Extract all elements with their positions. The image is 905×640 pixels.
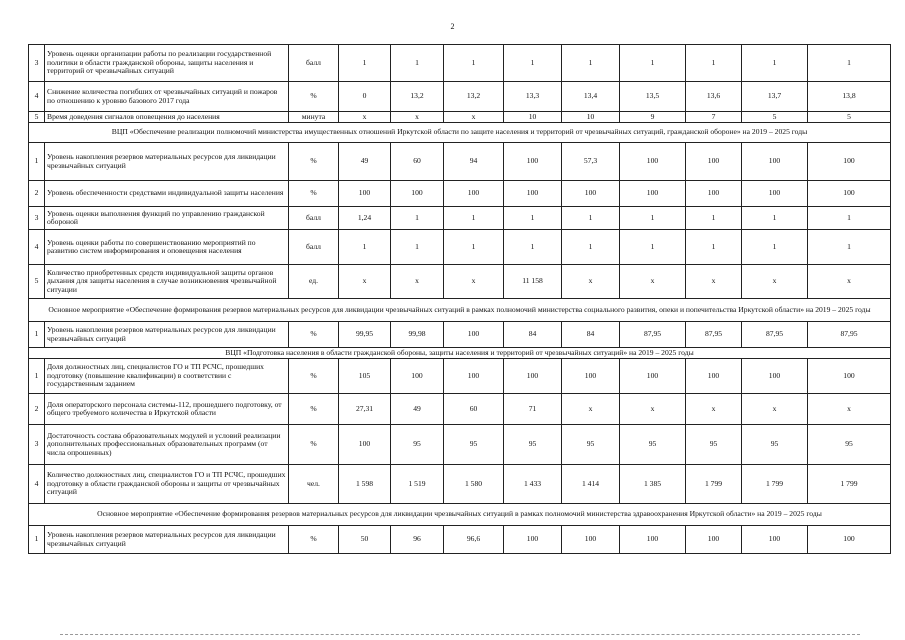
value-cell: 13,5 bbox=[620, 82, 686, 112]
value-cell: 100 bbox=[562, 526, 620, 554]
section-header-row bbox=[29, 299, 891, 322]
value-cell: х bbox=[444, 112, 504, 123]
indicator-unit: % bbox=[289, 394, 339, 425]
value-cell: 1 bbox=[808, 207, 891, 230]
indicator-unit: % bbox=[289, 359, 339, 394]
table-row bbox=[29, 425, 891, 465]
value-cell: х bbox=[339, 112, 391, 123]
indicator-name: Уровень обеспеченности средствами индивидуальной защиты населения bbox=[45, 181, 289, 207]
table-row bbox=[29, 207, 891, 230]
value-cell: 1 bbox=[742, 207, 808, 230]
indicator-unit: % bbox=[289, 322, 339, 348]
indicator-name: Снижение количества погибших от чрезвычайных ситуаций и пожаров по отношению к уровню базового 2017 года bbox=[45, 82, 289, 112]
page-number: 2 bbox=[450, 22, 455, 31]
value-cell: 95 bbox=[742, 425, 808, 465]
table-row bbox=[29, 465, 891, 504]
row-number: 4 bbox=[29, 230, 45, 265]
value-cell: 100 bbox=[504, 359, 562, 394]
table-row bbox=[29, 526, 891, 554]
section-header-row bbox=[29, 123, 891, 143]
indicator-name: Достаточность состава образовательных модулей и условий реализации дополнительных профессиональных образовательных программ (от числа опрошенных) bbox=[45, 425, 289, 465]
value-cell: 1 bbox=[742, 230, 808, 265]
value-cell: 100 bbox=[742, 143, 808, 181]
value-cell: 13,2 bbox=[444, 82, 504, 112]
row-number: 4 bbox=[29, 465, 45, 504]
indicator-unit: % bbox=[289, 143, 339, 181]
value-cell: х bbox=[391, 112, 444, 123]
section-title: ВЦП «Обеспечение реализации полномочий министерства имущественных отношений Иркутской области по защите населения и территорий от чрезвычайных ситуаций, гражданской обороне» на 2019 – 2025 годы bbox=[29, 123, 891, 143]
indicator-name: Доля должностных лиц, специалистов ГО и ТП РСЧС, прошедших подготовку (повышение квалификации) в соответствии с государственным заданием bbox=[45, 359, 289, 394]
value-cell: 100 bbox=[808, 359, 891, 394]
value-cell: 96 bbox=[391, 526, 444, 554]
indicator-unit: % bbox=[289, 526, 339, 554]
indicator-unit: % bbox=[289, 425, 339, 465]
value-cell: 100 bbox=[742, 526, 808, 554]
table-row bbox=[29, 181, 891, 207]
value-cell: 95 bbox=[444, 425, 504, 465]
row-number: 1 bbox=[29, 143, 45, 181]
table-row bbox=[29, 82, 891, 112]
table-row bbox=[29, 45, 891, 82]
value-cell: 1,24 bbox=[339, 207, 391, 230]
value-cell: 100 bbox=[686, 181, 742, 207]
value-cell: 100 bbox=[808, 526, 891, 554]
value-cell: 9 bbox=[620, 112, 686, 123]
value-cell: 95 bbox=[686, 425, 742, 465]
value-cell: 1 bbox=[686, 45, 742, 82]
value-cell: х bbox=[562, 394, 620, 425]
value-cell: 0 bbox=[339, 82, 391, 112]
row-number: 2 bbox=[29, 394, 45, 425]
value-cell: х bbox=[808, 394, 891, 425]
value-cell: 84 bbox=[504, 322, 562, 348]
indicator-unit: % bbox=[289, 82, 339, 112]
value-cell: 10 bbox=[504, 112, 562, 123]
value-cell: 1 bbox=[620, 230, 686, 265]
value-cell: 1 bbox=[742, 45, 808, 82]
value-cell: 1 598 bbox=[339, 465, 391, 504]
value-cell: 95 bbox=[391, 425, 444, 465]
row-number: 5 bbox=[29, 265, 45, 299]
value-cell: 1 385 bbox=[620, 465, 686, 504]
indicator-name: Уровень оценки выполнения функций по управлению гражданской обороной bbox=[45, 207, 289, 230]
value-cell: 49 bbox=[339, 143, 391, 181]
value-cell: 95 bbox=[808, 425, 891, 465]
table-row bbox=[29, 394, 891, 425]
value-cell: 1 bbox=[808, 45, 891, 82]
value-cell: 87,95 bbox=[686, 322, 742, 348]
indicator-name: Уровень оценки работы по совершенствованию мероприятий по развитию систем информирования и оповещения населения bbox=[45, 230, 289, 265]
value-cell: 99,95 bbox=[339, 322, 391, 348]
row-number: 3 bbox=[29, 425, 45, 465]
value-cell: х bbox=[339, 265, 391, 299]
value-cell: 95 bbox=[562, 425, 620, 465]
value-cell: 100 bbox=[808, 143, 891, 181]
value-cell: 1 bbox=[339, 230, 391, 265]
value-cell: х bbox=[620, 265, 686, 299]
value-cell: 1 bbox=[391, 207, 444, 230]
value-cell: 13,3 bbox=[504, 82, 562, 112]
value-cell: 105 bbox=[339, 359, 391, 394]
table-row bbox=[29, 265, 891, 299]
table-body bbox=[29, 45, 891, 554]
value-cell: 100 bbox=[686, 526, 742, 554]
value-cell: 27,31 bbox=[339, 394, 391, 425]
value-cell: 100 bbox=[620, 181, 686, 207]
value-cell: 50 bbox=[339, 526, 391, 554]
row-number: 5 bbox=[29, 112, 45, 123]
value-cell: 100 bbox=[444, 181, 504, 207]
value-cell: 1 bbox=[391, 45, 444, 82]
value-cell: 84 bbox=[562, 322, 620, 348]
value-cell: 100 bbox=[339, 181, 391, 207]
row-number: 1 bbox=[29, 322, 45, 348]
value-cell: х bbox=[742, 394, 808, 425]
value-cell: 60 bbox=[391, 143, 444, 181]
value-cell: 95 bbox=[504, 425, 562, 465]
section-title: Основное мероприятие «Обеспечение формирования резервов материальных ресурсов для ликвидации чрезвычайных ситуаций в рамках полномочий министерства социального развития, опеки и попечительства Иркутской области» на 2019 – 2025 годы bbox=[29, 299, 891, 322]
value-cell: 100 bbox=[504, 143, 562, 181]
value-cell: х bbox=[808, 265, 891, 299]
value-cell: 1 bbox=[686, 207, 742, 230]
value-cell: 10 bbox=[562, 112, 620, 123]
value-cell: х bbox=[562, 265, 620, 299]
table-row bbox=[29, 112, 891, 123]
value-cell: 100 bbox=[686, 359, 742, 394]
value-cell: 13,2 bbox=[391, 82, 444, 112]
value-cell: 1 bbox=[620, 207, 686, 230]
value-cell: 1 bbox=[504, 230, 562, 265]
value-cell: 5 bbox=[742, 112, 808, 123]
value-cell: 71 bbox=[504, 394, 562, 425]
value-cell: 1 bbox=[444, 45, 504, 82]
value-cell: 60 bbox=[444, 394, 504, 425]
row-number: 2 bbox=[29, 181, 45, 207]
value-cell: 100 bbox=[562, 359, 620, 394]
indicator-name: Уровень оценки организации работы по реализации государственной политики в области гражданской обороны, защиты населения и территорий от чрезвычайных ситуаций bbox=[45, 45, 289, 82]
value-cell: 100 bbox=[808, 181, 891, 207]
value-cell: 87,95 bbox=[620, 322, 686, 348]
value-cell: 1 bbox=[444, 230, 504, 265]
table-row bbox=[29, 143, 891, 181]
section-title: Основное мероприятие «Обеспечение формирования резервов материальных ресурсов для ликвидации чрезвычайных ситуаций в рамках полномочий министерства здравоохранения Иркутской области» на 2019 – 2025 годы bbox=[29, 504, 891, 526]
value-cell: 100 bbox=[339, 425, 391, 465]
table-row bbox=[29, 322, 891, 348]
section-header-row bbox=[29, 348, 891, 359]
value-cell: 1 580 bbox=[444, 465, 504, 504]
value-cell: 5 bbox=[808, 112, 891, 123]
row-number: 4 bbox=[29, 82, 45, 112]
value-cell: 95 bbox=[620, 425, 686, 465]
value-cell: 96,6 bbox=[444, 526, 504, 554]
value-cell: 1 bbox=[504, 207, 562, 230]
value-cell: 13,8 bbox=[808, 82, 891, 112]
value-cell: 1 bbox=[504, 45, 562, 82]
value-cell: 1 bbox=[808, 230, 891, 265]
value-cell: 100 bbox=[620, 143, 686, 181]
value-cell: 100 bbox=[562, 181, 620, 207]
value-cell: 87,95 bbox=[808, 322, 891, 348]
indicator-unit: минута bbox=[289, 112, 339, 123]
indicator-unit: балл bbox=[289, 45, 339, 82]
value-cell: 1 bbox=[562, 207, 620, 230]
indicator-name: Время доведения сигналов оповещения до населения bbox=[45, 112, 289, 123]
value-cell: 1 bbox=[391, 230, 444, 265]
value-cell: 1 bbox=[339, 45, 391, 82]
value-cell: 1 bbox=[620, 45, 686, 82]
value-cell: 49 bbox=[391, 394, 444, 425]
row-number: 1 bbox=[29, 526, 45, 554]
value-cell: 100 bbox=[391, 181, 444, 207]
indicator-unit: балл bbox=[289, 230, 339, 265]
indicator-unit: % bbox=[289, 181, 339, 207]
table-row bbox=[29, 230, 891, 265]
table-row bbox=[29, 359, 891, 394]
value-cell: 100 bbox=[620, 526, 686, 554]
value-cell: 100 bbox=[444, 359, 504, 394]
scan-edge-artifact bbox=[60, 634, 860, 637]
row-number: 1 bbox=[29, 359, 45, 394]
value-cell: х bbox=[620, 394, 686, 425]
indicator-unit: ед. bbox=[289, 265, 339, 299]
value-cell: 100 bbox=[504, 526, 562, 554]
value-cell: х bbox=[686, 265, 742, 299]
indicator-unit: балл bbox=[289, 207, 339, 230]
value-cell: х bbox=[742, 265, 808, 299]
value-cell: 1 519 bbox=[391, 465, 444, 504]
value-cell: 13,7 bbox=[742, 82, 808, 112]
indicator-name: Доля операторского персонала системы-112, прошедшего подготовку, от общего требуемого количества в Иркутской области bbox=[45, 394, 289, 425]
indicators-table bbox=[28, 44, 891, 554]
value-cell: 1 bbox=[444, 207, 504, 230]
value-cell: 99,98 bbox=[391, 322, 444, 348]
indicator-name: Количество должностных лиц, специалистов ГО и ТП РСЧС, прошедших подготовку в области гражданской обороны и защиты от чрезвычайных ситуаций bbox=[45, 465, 289, 504]
section-header-row bbox=[29, 504, 891, 526]
value-cell: х bbox=[444, 265, 504, 299]
value-cell: 100 bbox=[686, 143, 742, 181]
value-cell: 100 bbox=[391, 359, 444, 394]
value-cell: 1 799 bbox=[808, 465, 891, 504]
value-cell: 87,95 bbox=[742, 322, 808, 348]
indicator-unit: чел. bbox=[289, 465, 339, 504]
indicator-name: Уровень накопления резервов материальных ресурсов для ликвидации чрезвычайных ситуаций bbox=[45, 322, 289, 348]
row-number: 3 bbox=[29, 45, 45, 82]
value-cell: 1 799 bbox=[742, 465, 808, 504]
row-number: 3 bbox=[29, 207, 45, 230]
indicator-name: Уровень накопления резервов материальных ресурсов для ликвидации чрезвычайных ситуаций bbox=[45, 526, 289, 554]
value-cell: 94 bbox=[444, 143, 504, 181]
value-cell: 1 bbox=[686, 230, 742, 265]
value-cell: 1 bbox=[562, 45, 620, 82]
value-cell: 57,3 bbox=[562, 143, 620, 181]
value-cell: 13,6 bbox=[686, 82, 742, 112]
value-cell: 1 bbox=[562, 230, 620, 265]
value-cell: 1 414 bbox=[562, 465, 620, 504]
section-title: ВЦП «Подготовка населения в области гражданской обороны, защиты населения и территорий от чрезвычайных ситуаций» на 2019 – 2025 годы bbox=[29, 348, 891, 359]
value-cell: 1 799 bbox=[686, 465, 742, 504]
value-cell: 11 158 bbox=[504, 265, 562, 299]
value-cell: 13,4 bbox=[562, 82, 620, 112]
value-cell: 100 bbox=[742, 359, 808, 394]
value-cell: 100 bbox=[742, 181, 808, 207]
value-cell: 100 bbox=[620, 359, 686, 394]
value-cell: 1 433 bbox=[504, 465, 562, 504]
value-cell: 100 bbox=[444, 322, 504, 348]
value-cell: 7 bbox=[686, 112, 742, 123]
indicator-name: Уровень накопления резервов материальных ресурсов для ликвидации чрезвычайных ситуаций bbox=[45, 143, 289, 181]
value-cell: х bbox=[391, 265, 444, 299]
value-cell: 100 bbox=[504, 181, 562, 207]
value-cell: х bbox=[686, 394, 742, 425]
indicator-name: Количество приобретенных средств индивидуальной защиты органов дыхания для защиты населения в случае возникновения чрезвычайной ситуации bbox=[45, 265, 289, 299]
